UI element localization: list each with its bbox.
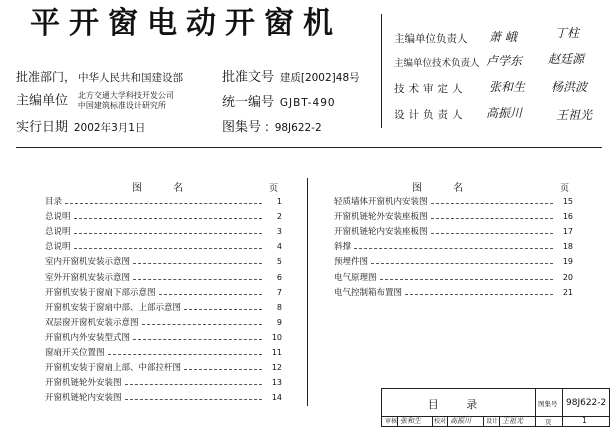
toc-row bbox=[45, 346, 282, 360]
toc-row bbox=[45, 301, 282, 315]
toc-entry-name: 总说明 bbox=[45, 227, 71, 238]
toc-entry-page: 11 bbox=[271, 348, 282, 357]
page-title: 平开窗电动开窗机 bbox=[30, 6, 342, 41]
title-block-vline bbox=[562, 389, 563, 426]
toc-entry-name: 轻质墙体开窗机内安装图 bbox=[334, 197, 428, 207]
toc-leader bbox=[133, 339, 262, 340]
unified-no-value: GJBT-490 bbox=[279, 97, 336, 109]
toc-row bbox=[334, 210, 573, 224]
page-label: 页 bbox=[545, 418, 552, 426]
signer-role: 技术审定人 bbox=[394, 83, 467, 95]
toc-entry-name: 开窗机安装于窗扇中部、上部示意图 bbox=[45, 302, 182, 313]
signer-role: 主编单位负责人 bbox=[394, 33, 468, 45]
editor-unit-line: 北方交通大学科技开发公司 bbox=[77, 91, 174, 100]
cell-divider bbox=[499, 416, 500, 426]
toc-entry-name: 目录 bbox=[45, 197, 63, 207]
signer-row bbox=[394, 55, 480, 69]
review-label: 审核 bbox=[385, 418, 398, 425]
toc-row bbox=[334, 240, 573, 254]
toc-entry-name: 双层窗开窗机安装示意图 bbox=[45, 317, 139, 328]
toc-entry-page: 13 bbox=[271, 378, 282, 388]
toc-entry-name: 电气原理图 bbox=[334, 272, 377, 283]
toc-row bbox=[45, 225, 282, 239]
toc-entry-name: 开窗机安装于窗扇上部、中部拉杆图 bbox=[45, 363, 182, 374]
signer-role: 设计负责人 bbox=[394, 109, 467, 121]
cell-divider bbox=[483, 416, 484, 426]
toc-row bbox=[45, 361, 282, 375]
toc-leader bbox=[74, 218, 262, 219]
toc-entry-name: 斜撑 bbox=[334, 242, 352, 253]
toc-leader bbox=[142, 324, 262, 325]
toc-entry-page: 2 bbox=[276, 212, 282, 222]
toc-entry-name: 窗扇开关位置图 bbox=[45, 348, 105, 358]
toc-row bbox=[334, 195, 573, 209]
design-label: 设计 bbox=[486, 418, 499, 425]
effective-date bbox=[16, 119, 145, 136]
signer-row bbox=[394, 107, 467, 122]
toc-leader bbox=[184, 309, 262, 310]
atlas-value: 98J622-2 bbox=[566, 398, 607, 408]
toc-entry-page: 5 bbox=[276, 257, 282, 267]
toc-entry-page: 6 bbox=[276, 272, 282, 282]
toc-leader bbox=[354, 248, 553, 249]
toc-left-page-header: 页 bbox=[269, 184, 279, 194]
atlas-no-label: 图集号 bbox=[222, 120, 262, 135]
toc-row bbox=[45, 286, 282, 300]
toc-leader bbox=[159, 294, 262, 295]
approval-doc bbox=[222, 69, 360, 86]
approval-dept-label: 批准部门 bbox=[16, 70, 65, 84]
toc-leader bbox=[74, 233, 262, 234]
toc-leader bbox=[431, 233, 553, 234]
toc-entry-page: 18 bbox=[562, 242, 573, 252]
toc-leader bbox=[380, 279, 553, 280]
page-value: 1 bbox=[582, 416, 587, 425]
signature: 丁柱 bbox=[555, 26, 580, 40]
toc-entry-page: 9 bbox=[276, 317, 282, 327]
toc-entry-page: 14 bbox=[271, 393, 282, 403]
title-block bbox=[381, 388, 610, 427]
toc-leader bbox=[184, 369, 262, 370]
toc-row bbox=[45, 376, 282, 390]
toc-leader bbox=[108, 354, 262, 355]
toc-entry-page: 20 bbox=[562, 272, 573, 282]
toc-leader bbox=[125, 399, 262, 400]
toc-entry-name: 预埋件图 bbox=[334, 257, 369, 268]
toc-leader bbox=[431, 203, 553, 204]
toc-entry-page: 1 bbox=[276, 197, 282, 206]
toc-entry-page: 3 bbox=[276, 227, 282, 237]
toc-entry-page: 21 bbox=[562, 287, 573, 297]
toc-leader bbox=[125, 384, 262, 385]
approval-doc-label: 批准文号 bbox=[222, 70, 275, 85]
signature: 张和生 bbox=[489, 80, 526, 94]
toc-row bbox=[45, 195, 282, 209]
approval-doc-value: 建质[2002]48号 bbox=[279, 72, 360, 84]
toc-leader bbox=[371, 263, 553, 264]
toc-leader bbox=[74, 248, 262, 249]
toc-leader bbox=[133, 279, 262, 280]
atlas-no: 图集号 : 98J622-2 bbox=[222, 120, 322, 135]
toc-row bbox=[334, 255, 573, 269]
toc-row bbox=[45, 391, 282, 405]
toc-entry-page: 19 bbox=[562, 257, 573, 267]
cell-divider bbox=[447, 416, 448, 426]
toc-row bbox=[45, 210, 282, 224]
cell-divider bbox=[397, 416, 398, 426]
editor-unit bbox=[16, 91, 174, 111]
toc-leader bbox=[65, 203, 262, 204]
toc-entry-name: 开窗机链轮外安装图 bbox=[45, 378, 122, 389]
toc-row bbox=[45, 240, 282, 254]
toc-leader bbox=[431, 218, 553, 219]
toc-entry-name: 室外开窗机安装示意图 bbox=[45, 272, 131, 283]
toc-entry-name: 开窗机内外安装型式图 bbox=[45, 332, 131, 343]
approval-dept-value: 中华人民共和国建设部 bbox=[78, 72, 184, 84]
toc-row bbox=[334, 286, 573, 300]
signature: 王祖光 bbox=[556, 108, 593, 122]
toc-entry-page: 16 bbox=[562, 212, 573, 222]
toc-left-header: 图 名 bbox=[132, 183, 198, 194]
toc-right-page-header: 页 bbox=[560, 184, 570, 194]
toc-entry-name: 开窗机安装于窗扇下部示意图 bbox=[45, 287, 156, 298]
design-signature: 王祖光 bbox=[502, 417, 523, 425]
signer-row bbox=[394, 31, 468, 46]
unified-no bbox=[222, 94, 336, 111]
sheet-title: 目 录 bbox=[427, 398, 490, 411]
review-signature: 张和生 bbox=[400, 417, 421, 425]
atlas-label: 图集号 bbox=[538, 400, 558, 408]
signature: 卢学东 bbox=[486, 54, 523, 68]
toc-entry-page: 4 bbox=[276, 242, 282, 252]
signature: 萧 峨 bbox=[489, 30, 517, 44]
toc-entry-name: 电气控制箱布置图 bbox=[334, 287, 403, 298]
toc-entry-name: 开窗机链轮内安装座板图 bbox=[334, 227, 428, 238]
header-separator bbox=[16, 147, 602, 148]
toc-entry-name: 总说明 bbox=[45, 212, 71, 223]
atlas-no-value: 98J622-2 bbox=[274, 122, 322, 134]
effective-date-label: 实行日期 bbox=[16, 120, 69, 135]
signature: 高振川 bbox=[486, 106, 523, 120]
check-signature: 高振川 bbox=[450, 417, 471, 425]
toc-entry-name: 开窗机链轮外安装座板图 bbox=[334, 212, 428, 223]
cell-divider bbox=[432, 416, 433, 426]
toc-row bbox=[45, 255, 282, 269]
title-block-vline bbox=[535, 389, 536, 426]
toc-row bbox=[334, 225, 573, 239]
unified-no-label: 统一编号 bbox=[222, 95, 275, 110]
toc-row bbox=[45, 316, 282, 330]
approval-dept: 批准部门， 中华人民共和国建设部 bbox=[16, 70, 184, 84]
editor-unit-lines bbox=[78, 91, 174, 111]
toc-right-header: 图 名 bbox=[412, 183, 478, 194]
signature: 杨洪波 bbox=[551, 80, 588, 94]
signer-role: 主编单位技术负责人 bbox=[394, 58, 480, 69]
editor-unit-line: 中国建筑标准设计研究所 bbox=[77, 101, 166, 110]
signer-row bbox=[394, 81, 467, 96]
toc-entry-name: 开窗机链轮内安装图 bbox=[45, 393, 122, 404]
toc-entry-page: 15 bbox=[562, 197, 573, 206]
toc-entry-page: 8 bbox=[276, 302, 282, 312]
editor-unit-label: 主编单位 bbox=[16, 93, 69, 109]
toc-entry-page: 7 bbox=[276, 287, 282, 297]
toc-entry-page: 17 bbox=[562, 227, 573, 237]
header-divider bbox=[381, 14, 382, 128]
toc-leader bbox=[405, 294, 553, 295]
effective-date-value: 2002年3月1日 bbox=[73, 122, 146, 134]
toc-entry-page: 12 bbox=[271, 363, 282, 373]
toc-entry-name: 总说明 bbox=[45, 242, 71, 253]
toc-row bbox=[45, 271, 282, 285]
check-label: 校对 bbox=[434, 418, 447, 425]
toc-row bbox=[334, 271, 573, 285]
signature: 赵廷源 bbox=[548, 52, 585, 66]
toc-entry-page: 10 bbox=[271, 332, 282, 342]
toc-entry-name: 室内开窗机安装示意图 bbox=[45, 257, 131, 268]
toc-row bbox=[45, 331, 282, 345]
toc-leader bbox=[133, 263, 262, 264]
toc-divider bbox=[307, 178, 308, 406]
